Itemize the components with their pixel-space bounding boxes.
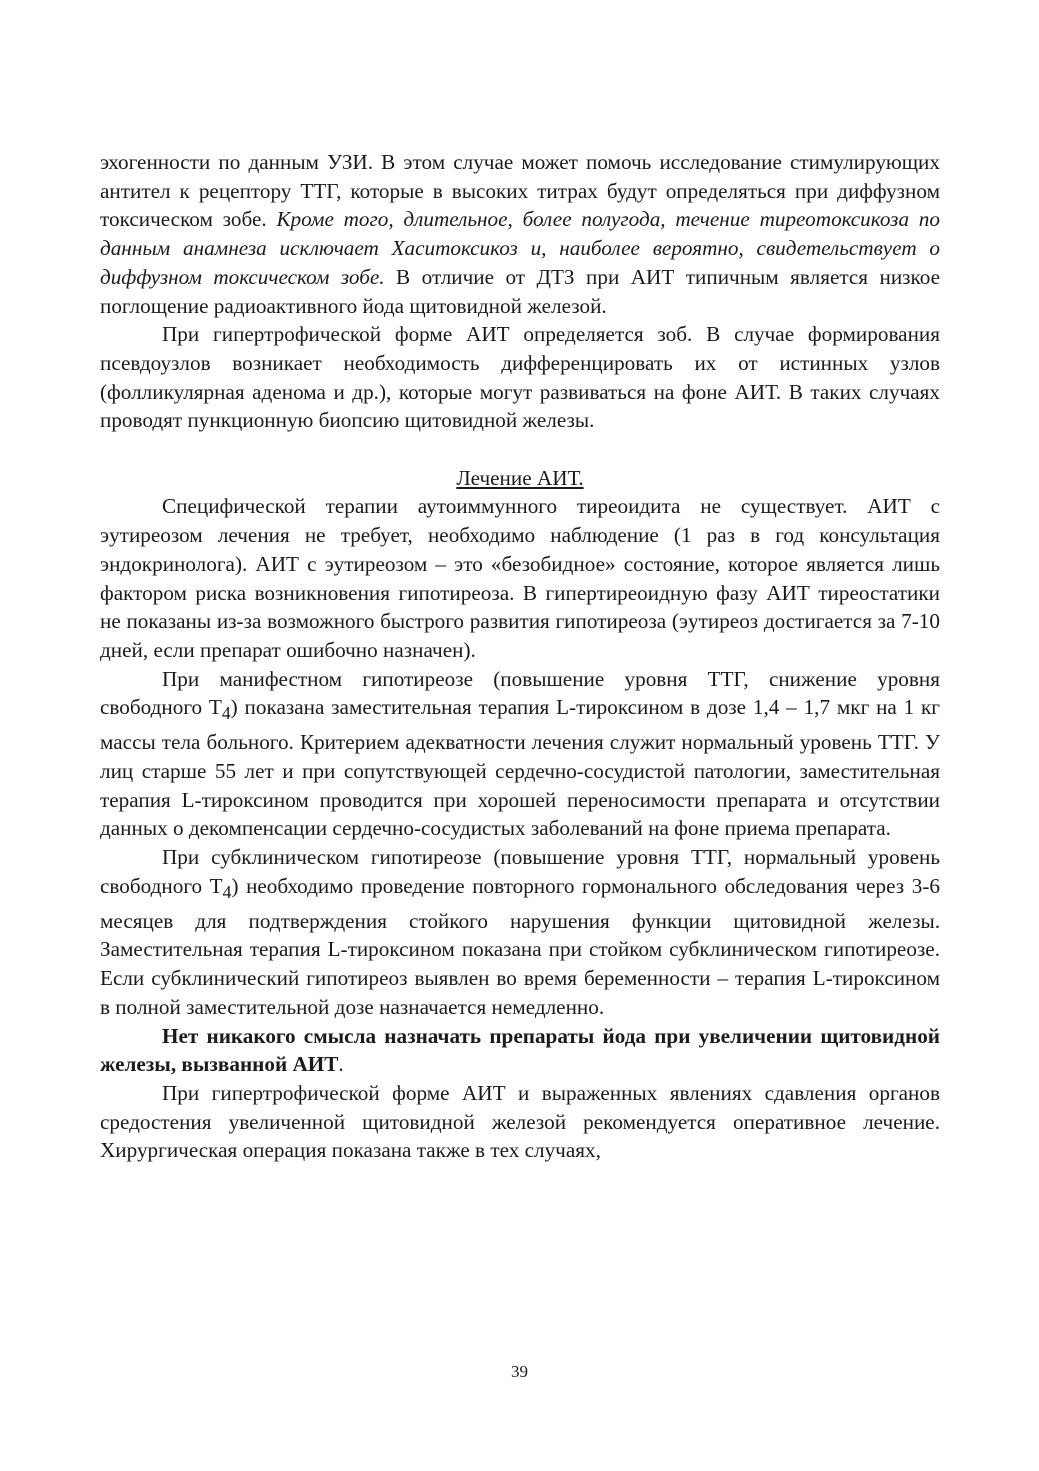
paragraph-no-specific-therapy: Специфической терапии аутоиммунного тиреоидита не существует. АИТ с эутиреозом лечения не требует, необходимо наблюдение (1 раз в год консультация эндокринолога). АИТ с эутиреозом – это «безобидное» состояние, которое является лишь фактором риска возникновения гипотиреоза. В гипертиреоидную фазу АИТ тиреостатики не показаны из-за возможного быстрого развития гипотиреоза (эутиреоз достигается за 7-10 дней, если препарат ошибочно назначен). [100, 494, 940, 662]
section-heading [100, 464, 940, 493]
paragraph-text: ) показана заместительная терапия L-тироксином в дозе 1,4 – 1,7 мкг на 1 кг массы тела больного. Критерием адекватности лечения служит нормальный уровень ТТГ. У лиц старше 55 лет и при сопутствующей сердечно-сосудистой патологии, заместительная терапия L-тироксином проводится при хорошей переносимости препарата и отсутствии данных о декомпенсации сердечно-сосудистых заболеваний на фоне приема препарата. [100, 695, 941, 841]
page-body [100, 148, 940, 1165]
paragraph-text: При манифестном гипотиреозе (повышение уровня ТТГ, снижение уровня свободного Т [100, 666, 940, 720]
paragraph-iodine-warning [100, 1022, 940, 1079]
paragraph-manifest-hypothyroidism [100, 665, 940, 843]
paragraph-text: В отличие от ДТЗ при АИТ типичным является низкое поглощение радиоактивного йода щитовидной железой. [100, 264, 941, 318]
paragraph-text: эхогенности по данным УЗИ. В этом случае может помочь исследование стимулирующих антител к рецептору ТТГ, которые в высоких титрах будут определяться при диффузном токсическом зобе. [100, 150, 940, 232]
subscript: 4 [221, 703, 231, 724]
italic-text: Кроме того, длительное, более полугода, течение тиреотоксикоза по данным анамнеза исключает Хаситоксикоз и, наиболее вероятно, свидетельствует о диффузном токсическом зобе. [100, 207, 940, 289]
paragraph-text: ) необходимо проведение повторного гормонального обследования через 3-6 месяцев для подтверждения стойкого нарушения функции щитовидной железы. Заместительная терапия L-тироксином показана при стойком субклиническом гипотиреозе. Если субклинический гипотиреоз выявлен во время беременности – терапия L-тироксином в полной заместительной дозе назначается немедленно. [100, 873, 940, 1019]
paragraph-surgical-treatment: При гипертрофической форме АИТ и выраженных явлениях сдавления органов средостения увеличенной щитовидной железой рекомендуется оперативное лечение. Хирургическая операция показана также в тех случаях, [100, 1080, 940, 1163]
bold-text: Нет никакого смысла назначать препараты йода при увеличении щитовидной железы, вызванной АИТ [100, 1023, 940, 1077]
section-heading-text: Лечение АИТ. [456, 465, 584, 490]
paragraph-subclinical-hypothyroidism [100, 843, 940, 1021]
paragraph-diagnosis-continued [100, 148, 940, 320]
page-number: 39 [511, 1362, 528, 1381]
subscript: 4 [222, 882, 232, 903]
paragraph-hypertrophic-form: При гипертрофической форме АИТ определяется зоб. В случае формирования псевдоузлов возникает необходимость дифференцировать их от истинных узлов (фолликулярная аденома и др.), которые могут развиваться на фоне АИТ. В таких случаях проводят пункционную биопсию щитовидной железы. [100, 322, 940, 433]
paragraph-text: При субклиническом гипотиреозе (повышение уровня ТТГ, нормальный уровень свободного Т [100, 845, 940, 898]
paragraph-text: . [338, 1052, 344, 1077]
